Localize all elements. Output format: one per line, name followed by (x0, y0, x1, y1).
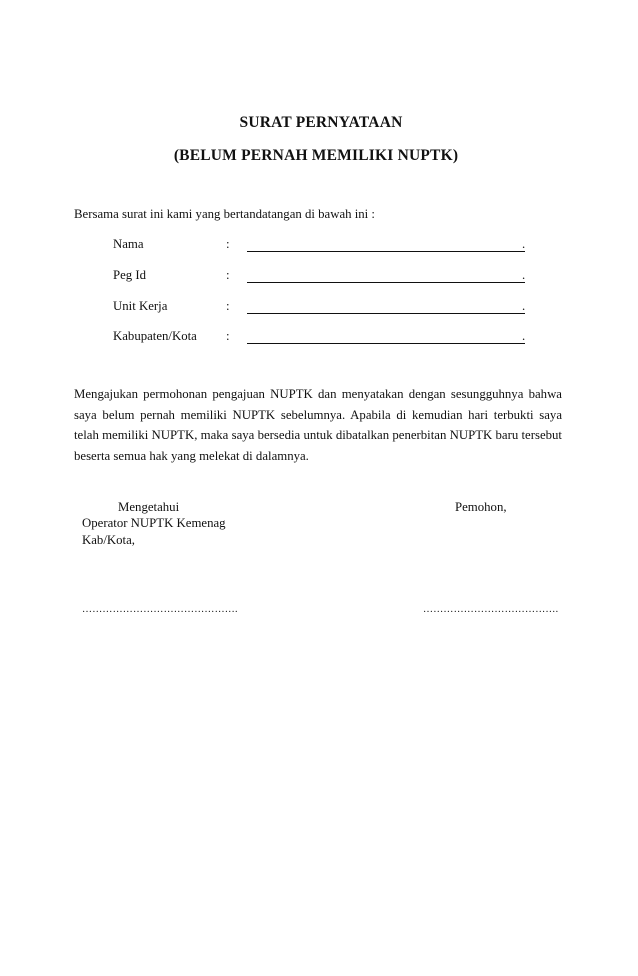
left-signature-role: Operator NUPTK Kemenag (82, 516, 226, 530)
field-label-kabupaten-kota: Kabupaten/Kota (113, 329, 197, 343)
right-signature-heading: Pemohon, (455, 500, 507, 514)
field-colon: : (226, 299, 230, 313)
field-label-unit-kerja: Unit Kerja (113, 299, 168, 313)
field-colon: : (226, 268, 230, 282)
field-colon: : (226, 237, 230, 251)
statement-paragraph: Mengajukan permohonan pengajuan NUPTK dan menyatakan dengan sesungguhnya bahwa saya belum pernah memiliki NUPTK sebelumnya. Apabila di kemudian hari terbukti saya telah memiliki NUPTK, maka saya bersedia untuk dibatalkan penerbitan NUPTK baru tersebut beserta semua hak yang melekat di dalamnya. (74, 387, 562, 463)
left-signature-dotted-line: ………………………………………. (82, 604, 238, 615)
fill-line-peg-id (247, 282, 525, 283)
field-end-mark: . (522, 329, 526, 343)
field-end-mark: . (522, 268, 526, 282)
field-label-nama: Nama (113, 237, 144, 251)
document-title: SURAT PERNYATAAN (239, 114, 403, 131)
field-label-peg-id: Peg Id (113, 268, 147, 282)
fill-line-unit-kerja (247, 313, 525, 314)
left-signature-location: Kab/Kota, (82, 533, 135, 547)
field-end-mark: . (522, 299, 526, 313)
field-end-mark: . (522, 237, 526, 251)
right-signature-dotted-line: …………………………………. (423, 604, 559, 615)
fill-line-nama (247, 251, 525, 252)
intro-text: Bersama surat ini kami yang bertandatangan di bawah ini : (74, 207, 375, 221)
left-signature-heading: Mengetahui (118, 500, 180, 514)
fill-line-kabupaten-kota (247, 343, 525, 344)
document-subtitle: (BELUM PERNAH MEMILIKI NUPTK) (173, 147, 459, 164)
field-colon: : (226, 329, 230, 343)
